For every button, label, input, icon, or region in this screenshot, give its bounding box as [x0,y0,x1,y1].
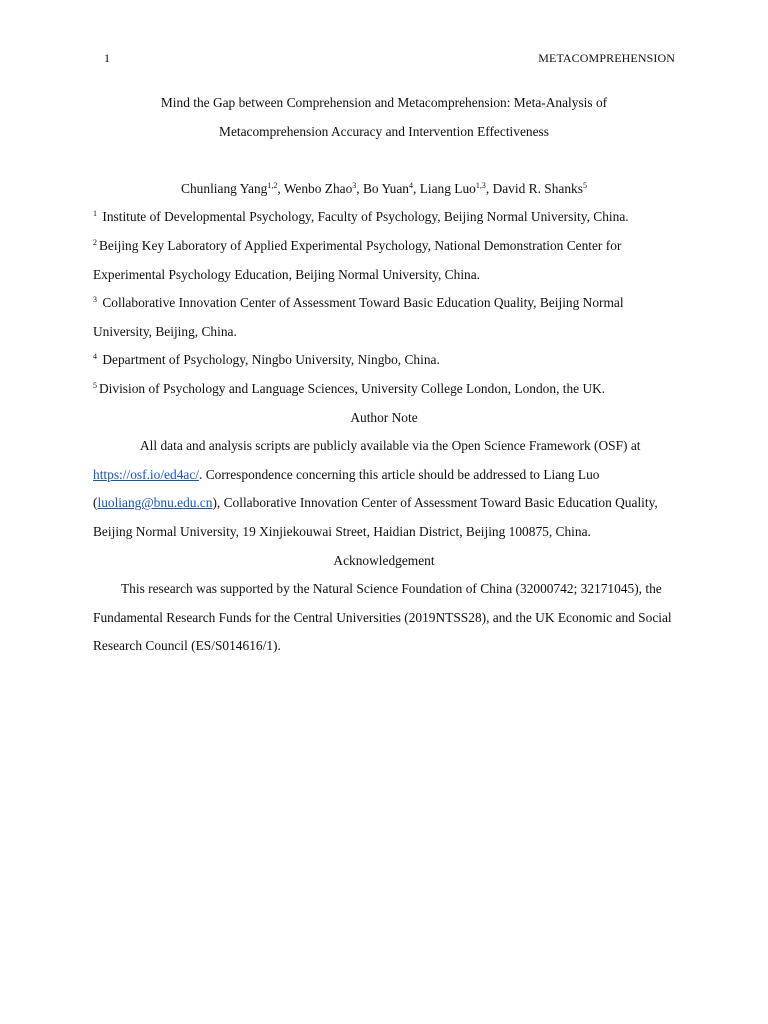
email-link[interactable]: luoliang@bnu.edu.cn [97,495,213,511]
author-affil-sup: 3 [352,180,357,190]
author-separator: , [413,180,420,196]
running-head: METACOMPREHENSION [538,51,675,65]
author-note-text: ), Collaborative Innovation Center of Assessment Toward Basic Education Quality, Beijing Normal University, 19 Xinjiekouwai Street, Haidian District, Beijing 100875, China. [93,495,658,539]
author-name: Bo Yuan [363,180,409,196]
affiliation-text: Beijing Key Laboratory of Applied Experimental Psychology, National Demonstration Center for Experimental Psychology Education, Beijing Normal University, China. [93,237,622,282]
author-name: Chunliang Yang [181,180,268,196]
affiliation-text: Department of Psychology, Ningbo University, Ningbo, China. [102,352,440,368]
author-list [93,175,675,204]
author-note-text: All data and analysis scripts are publicly available via the Open Science Framework (OSF) at [140,438,641,454]
author-note-text: . Correspondence concerning this article should be addressed to Liang Luo ( [93,466,600,511]
osf-link[interactable]: https://osf.io/ed4ac/ [93,466,199,482]
affiliation-2 [93,232,675,289]
affiliation-1 [93,203,675,232]
page-number: 1 [104,51,110,65]
title-line-2: Metacomprehension Accuracy and Intervention Effectiveness [219,123,549,139]
affiliation-sup: 2 [93,237,97,247]
author-name: Wenbo Zhao [283,180,353,196]
author-affil-sup: 1,3 [475,180,486,190]
title-line-1: Mind the Gap between Comprehension and Metacomprehension: Meta-Analysis of [160,95,608,110]
affiliation-sup: 5 [93,380,97,390]
author-separator: , [485,180,493,196]
affiliation-sup: 1 [93,209,97,219]
affiliation-text: Institute of Developmental Psychology, Faculty of Psychology, Beijing Normal University, China. [102,209,629,225]
affiliation-text: Collaborative Innovation Center of Assessment Toward Basic Education Quality, Beijing Normal University, Beijing, China. [93,295,624,339]
author-affil-sup: 4 [409,180,413,190]
affiliation-sup: 4 [93,352,97,362]
page-content [93,89,675,661]
affiliation-sup: 3 [93,295,97,305]
author-affil-sup: 1,2 [267,180,278,190]
affiliation-5 [93,375,675,404]
author-separator: , [356,180,363,196]
paper-title [93,89,675,146]
author-name: Liang Luo [419,180,476,196]
author-note-heading: Author Note [350,409,418,425]
affiliation-3 [93,289,675,346]
author-affil-sup: 5 [582,180,587,190]
affiliation-4 [93,346,675,375]
acknowledgement-heading: Acknowledgement [333,552,435,568]
author-name: David R. Shanks [492,180,583,196]
acknowledgement-paragraph: This research was supported by the Natural Science Foundation of China (32000742; 32171045), the Fundamental Research Funds for the Central Universities (2019NTSS28), and the UK Economic and Social Research Council (ES/S014616/1). [93,581,672,654]
author-separator: , [277,180,284,196]
author-note-paragraph [93,432,675,546]
affiliation-text: Division of Psychology and Language Sciences, University College London, London, the UK. [99,380,606,396]
